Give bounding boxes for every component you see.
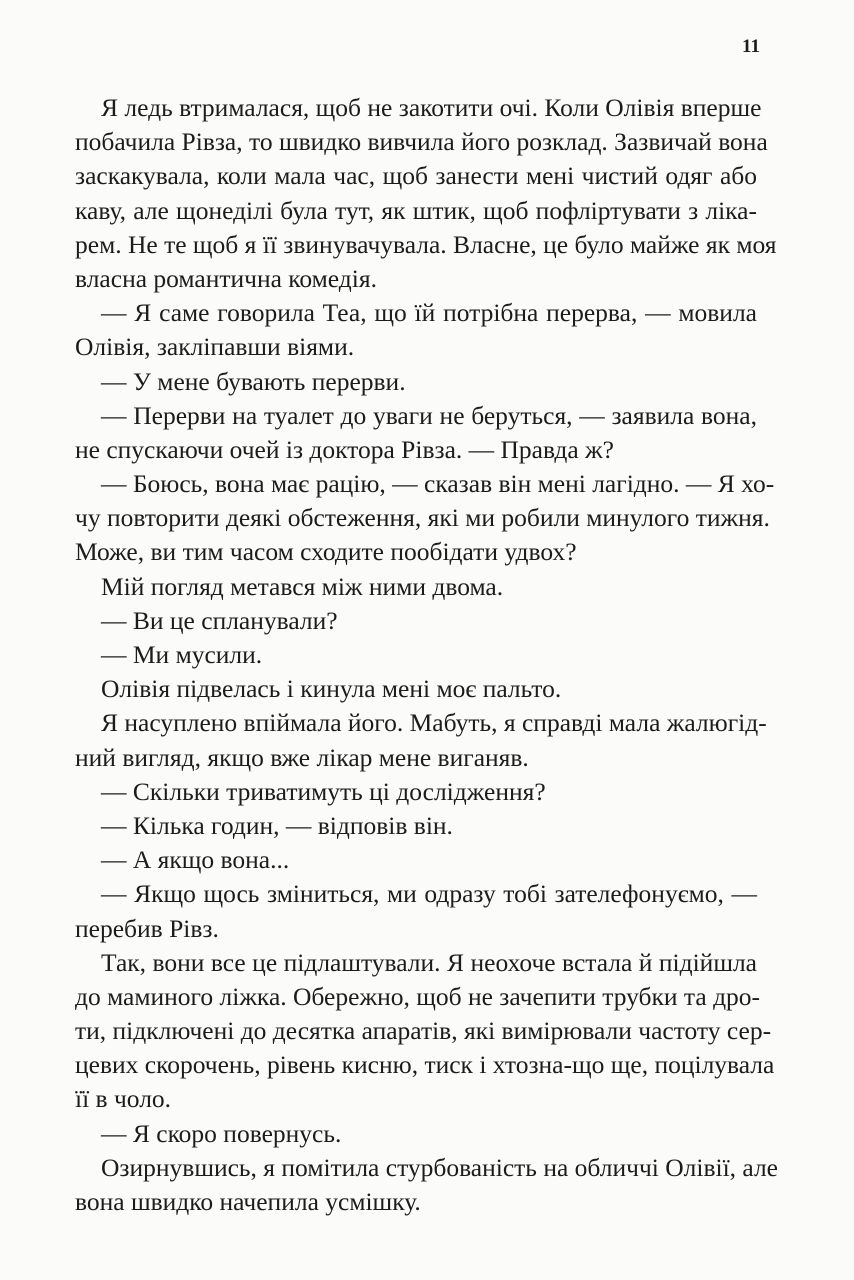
text-line: Так, вони все це підлаштували. Я неохоче встала й підійшла <box>101 947 757 977</box>
text-line: не спускаючи очей із доктора Рівза. — Правда ж? <box>75 434 614 464</box>
text-line: Я ледь втрималася, щоб не закотити очі. Коли Олівія вперше <box>101 93 762 122</box>
text-line: Може, ви тим часом сходите пообідати удвох? <box>75 537 577 567</box>
text-line: — Боюсь, вона має рацію, — сказав він мені лагідно. — Я хо- <box>101 469 775 499</box>
text-line: — А якщо вона... <box>101 845 290 875</box>
text-line: Олівія підвелась і кинула мені моє пальто. <box>101 674 562 704</box>
text-line: власна романтична комедія. <box>75 263 377 293</box>
text-line: — Якщо щось зміниться, ми одразу тобі зателефонуємо, — <box>101 879 757 909</box>
text-line: її в чоло. <box>75 1084 172 1114</box>
text-line: чу повторити деякі обстеження, які ми робили минулого тижня. <box>75 503 770 533</box>
text-line: Олівія, закліпавши віями. <box>75 332 355 362</box>
text-line: — Я скоро повернусь. <box>101 1118 342 1148</box>
text-line: до маминого ліжка. Обережно, щоб не зачепити трубки та дро- <box>75 981 761 1011</box>
text-line: Озирнувшись, я помітила стурбованість на обличчі Олівії, але <box>101 1152 778 1182</box>
text-line: цевих скорочень, рівень кисню, тиск і хтозна-що ще, поцілувала <box>75 1050 775 1080</box>
text-line: вона швидко начепила усмішку. <box>75 1187 421 1216</box>
text-line: — Я саме говорила Теа, що їй потрібна перерва, — мовила <box>101 298 757 328</box>
text-line: — Скільки триватимуть ці дослідження? <box>101 776 546 806</box>
text-line: — Ви це спланували? <box>101 605 338 635</box>
body-text <box>75 91 778 1219</box>
text-line: — Ми мусили. <box>101 640 263 669</box>
text-line: перебив Рівз. <box>75 913 219 943</box>
text-line: — Перерви на туалет до уваги не беруться, — заявила вона, <box>101 400 757 430</box>
text-line: — У мене бувають перерви. <box>101 366 406 396</box>
text-line: заскакувала, коли мала час, щоб занести мені чистий одяг або <box>75 161 757 191</box>
text-line: каву, але щонеділі була тут, як штик, щоб пофліртувати з ліка- <box>75 195 757 225</box>
text-line: побачила Рівза, то швидко вивчила його розклад. Зазвичай вона <box>75 127 768 157</box>
text-line: — Кілька годин, — відповів він. <box>101 810 453 840</box>
text-line: рем. Не те щоб я її звинувачувала. Власне, це було майже як моя <box>75 229 777 259</box>
text-line: ти, підключені до десятка апаратів, які вимірювали частоту сер- <box>75 1016 772 1046</box>
page-number: 11 <box>742 36 760 57</box>
text-line: Я насуплено впіймала його. Мабуть, я справді мала жалюгід- <box>101 708 767 738</box>
text-line: ний вигляд, якщо вже лікар мене виганяв. <box>75 742 529 772</box>
text-line: Мій погляд метався між ними двома. <box>101 571 504 601</box>
